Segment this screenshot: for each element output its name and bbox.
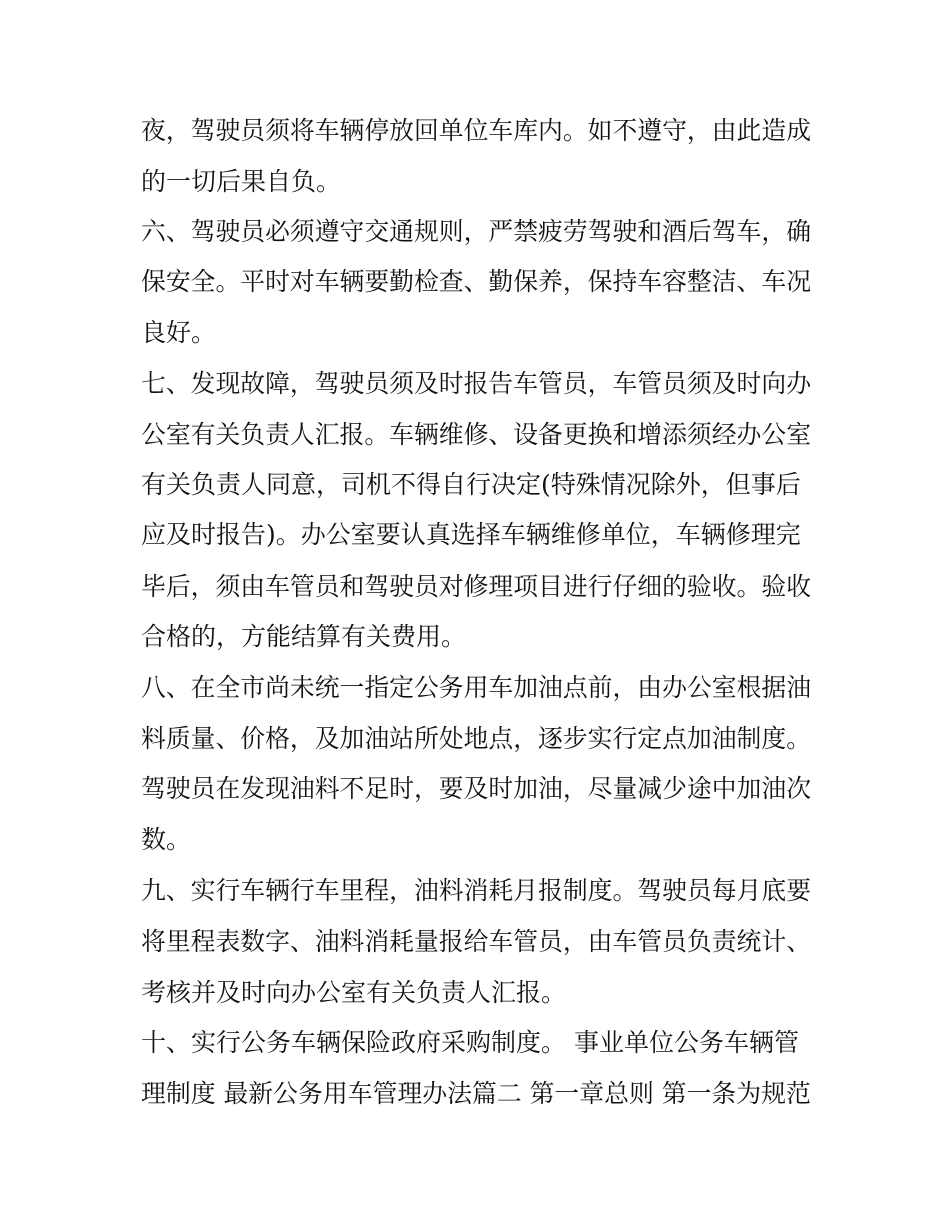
text-line: 料质量、价格，及加油站所处地点，逐步实行定点加油制度。 [141, 724, 812, 753]
text-line: 毕后，须由车管员和驾驶员对修理项目进行仔细的验收。验收 [141, 572, 812, 601]
text-line: 保安全。平时对车辆要勤检查、勤保养，保持车容整洁、车况 [141, 267, 812, 296]
text-line: 公室有关负责人汇报。车辆维修、设备更换和增添须经办公室 [141, 420, 812, 449]
text-line: 合格的，方能结算有关费用。 [141, 622, 467, 651]
text-line: 考核并及时向办公室有关负责人汇报。 [141, 978, 567, 1007]
text-line: 七、发现故障，驾驶员须及时报告车管员，车管员须及时向办 [141, 369, 812, 398]
text-line: 十、实行公务车辆保险政府采购制度。 事业单位公务车辆管 [141, 1028, 799, 1057]
text-line: 有关负责人同意，司机不得自行决定(特殊情况除外，但事后 [141, 470, 801, 499]
text-line: 数。 [141, 825, 192, 854]
text-line: 九、实行车辆行车里程，油料消耗月报制度。驾驶员每月底要 [141, 876, 812, 905]
text-line: 夜，驾驶员须将车辆停放回单位车库内。如不遵守，由此造成 [141, 116, 812, 145]
text-line: 驾驶员在发现油料不足时，要及时加油，尽量减少途中加油次 [141, 774, 812, 803]
text-line: 八、在全市尚未统一指定公务用车加油点前，由办公室根据油 [141, 673, 812, 702]
text-line: 六、驾驶员必须遵守交通规则，严禁疲劳驾驶和酒后驾车，确 [141, 217, 812, 246]
text-line: 理制度 最新公务用车管理办法篇二 第一章总则 第一条为规范 [141, 1079, 811, 1108]
text-line: 应及时报告)。办公室要认真选择车辆维修单位，车辆修理完 [141, 520, 801, 549]
text-line: 良好。 [141, 318, 217, 347]
text-line: 的一切后果自负。 [141, 167, 342, 196]
text-line: 将里程表数字、油料消耗量报给车管员，由车管员负责统计、 [141, 927, 812, 956]
